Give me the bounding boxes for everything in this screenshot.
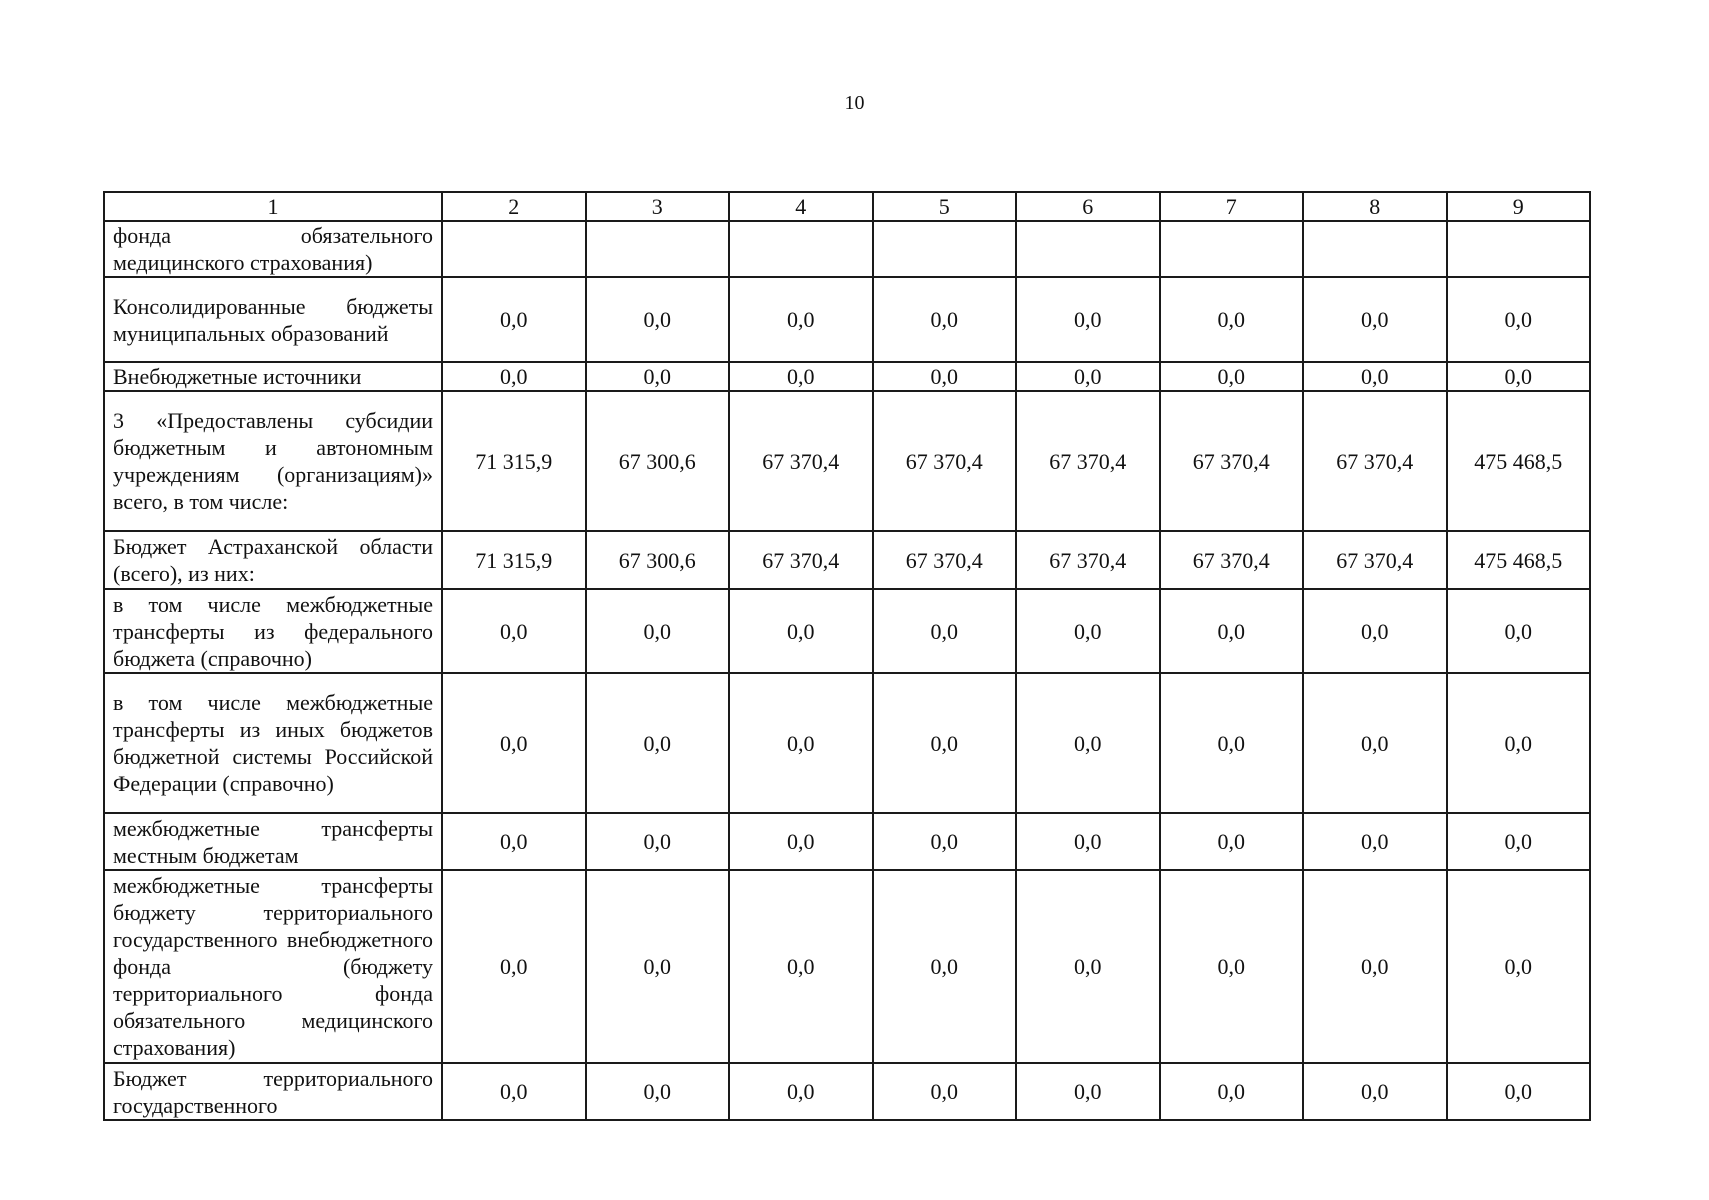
row-label: межбюджетные трансферты бюджету территориального государственного внебюджетного фонда (бюджету территориального фонда обязательного медицинского страхования) — [104, 870, 442, 1063]
value-cell: 0,0 — [873, 1063, 1017, 1120]
table-row — [104, 277, 1590, 362]
value-cell: 0,0 — [586, 1063, 730, 1120]
table-row — [104, 589, 1590, 673]
value-cell: 67 370,4 — [729, 531, 873, 589]
row-label: Бюджет Астраханской области (всего), из них: — [104, 531, 442, 589]
table-row — [104, 870, 1590, 1063]
value-cell: 0,0 — [1160, 813, 1304, 870]
value-cell: 0,0 — [1303, 673, 1447, 813]
value-cell: 0,0 — [873, 813, 1017, 870]
header-cell: 6 — [1016, 192, 1160, 221]
value-cell: 0,0 — [1447, 1063, 1591, 1120]
table-row — [104, 391, 1590, 531]
value-cell: 0,0 — [729, 362, 873, 391]
value-cell — [1160, 221, 1304, 277]
value-cell: 0,0 — [1303, 362, 1447, 391]
value-cell: 0,0 — [586, 870, 730, 1063]
value-cell: 0,0 — [1303, 589, 1447, 673]
value-cell: 67 300,6 — [586, 531, 730, 589]
value-cell: 0,0 — [586, 673, 730, 813]
value-cell: 0,0 — [1160, 589, 1304, 673]
value-cell: 67 370,4 — [1303, 391, 1447, 531]
value-cell — [1016, 221, 1160, 277]
value-cell: 67 370,4 — [729, 391, 873, 531]
value-cell: 0,0 — [1016, 813, 1160, 870]
value-cell: 0,0 — [873, 673, 1017, 813]
row-label: фонда обязательного медицинского страхования) — [104, 221, 442, 277]
value-cell: 0,0 — [729, 1063, 873, 1120]
value-cell: 0,0 — [1303, 813, 1447, 870]
row-label: 3 «Предоставлены субсидии бюджетным и автономным учреждениям (организациям)» всего, в том числе: — [104, 391, 442, 531]
row-label: в том числе межбюджетные трансферты из федерального бюджета (справочно) — [104, 589, 442, 673]
value-cell — [1447, 221, 1591, 277]
value-cell: 0,0 — [873, 277, 1017, 362]
value-cell: 0,0 — [1303, 870, 1447, 1063]
header-cell: 1 — [104, 192, 442, 221]
value-cell: 0,0 — [442, 870, 586, 1063]
value-cell — [873, 221, 1017, 277]
value-cell: 0,0 — [442, 589, 586, 673]
row-label: в том числе межбюджетные трансферты из иных бюджетов бюджетной системы Российской Федерации (справочно) — [104, 673, 442, 813]
table-row — [104, 1063, 1590, 1120]
value-cell: 0,0 — [1447, 870, 1591, 1063]
header-cell: 3 — [586, 192, 730, 221]
value-cell — [442, 221, 586, 277]
value-cell: 475 468,5 — [1447, 391, 1591, 531]
value-cell: 0,0 — [1016, 870, 1160, 1063]
value-cell: 0,0 — [1016, 277, 1160, 362]
value-cell: 0,0 — [1160, 673, 1304, 813]
value-cell: 0,0 — [586, 589, 730, 673]
value-cell: 67 370,4 — [1016, 531, 1160, 589]
value-cell: 0,0 — [586, 813, 730, 870]
table-row — [104, 362, 1590, 391]
value-cell: 0,0 — [442, 277, 586, 362]
value-cell: 0,0 — [1160, 277, 1304, 362]
value-cell — [1303, 221, 1447, 277]
value-cell: 0,0 — [729, 870, 873, 1063]
header-row — [104, 192, 1590, 221]
value-cell: 0,0 — [729, 277, 873, 362]
header-cell: 9 — [1447, 192, 1591, 221]
value-cell: 0,0 — [586, 362, 730, 391]
value-cell: 0,0 — [1160, 870, 1304, 1063]
table-row — [104, 221, 1590, 277]
header-cell: 8 — [1303, 192, 1447, 221]
value-cell: 67 370,4 — [1303, 531, 1447, 589]
value-cell: 0,0 — [729, 813, 873, 870]
value-cell — [729, 221, 873, 277]
value-cell: 0,0 — [1447, 362, 1591, 391]
table-row — [104, 813, 1590, 870]
value-cell: 0,0 — [1447, 277, 1591, 362]
value-cell: 0,0 — [729, 673, 873, 813]
value-cell: 0,0 — [1016, 362, 1160, 391]
value-cell: 0,0 — [729, 589, 873, 673]
value-cell: 67 300,6 — [586, 391, 730, 531]
value-cell: 0,0 — [1016, 673, 1160, 813]
value-cell: 0,0 — [1160, 1063, 1304, 1120]
value-cell: 0,0 — [1016, 1063, 1160, 1120]
header-cell: 4 — [729, 192, 873, 221]
value-cell: 0,0 — [586, 277, 730, 362]
table-row — [104, 531, 1590, 589]
value-cell: 71 315,9 — [442, 531, 586, 589]
value-cell: 0,0 — [873, 870, 1017, 1063]
value-cell: 67 370,4 — [1016, 391, 1160, 531]
value-cell: 67 370,4 — [873, 391, 1017, 531]
value-cell: 0,0 — [442, 673, 586, 813]
budget-table — [103, 191, 1591, 1121]
value-cell: 67 370,4 — [1160, 531, 1304, 589]
value-cell: 0,0 — [1016, 589, 1160, 673]
row-label: Бюджет территориального государственного — [104, 1063, 442, 1120]
page-number: 10 — [844, 92, 865, 114]
row-label: Внебюджетные источники — [104, 362, 442, 391]
value-cell: 475 468,5 — [1447, 531, 1591, 589]
value-cell: 0,0 — [442, 813, 586, 870]
value-cell: 0,0 — [442, 362, 586, 391]
value-cell: 67 370,4 — [1160, 391, 1304, 531]
header-cell: 5 — [873, 192, 1017, 221]
value-cell: 0,0 — [1447, 589, 1591, 673]
row-label: Консолидированные бюджеты муниципальных образований — [104, 277, 442, 362]
value-cell: 0,0 — [1447, 813, 1591, 870]
value-cell: 71 315,9 — [442, 391, 586, 531]
value-cell: 67 370,4 — [873, 531, 1017, 589]
value-cell — [586, 221, 730, 277]
row-label: межбюджетные трансферты местным бюджетам — [104, 813, 442, 870]
value-cell: 0,0 — [873, 589, 1017, 673]
value-cell: 0,0 — [1447, 673, 1591, 813]
header-cell: 7 — [1160, 192, 1304, 221]
value-cell: 0,0 — [1160, 362, 1304, 391]
value-cell: 0,0 — [873, 362, 1017, 391]
table-row — [104, 673, 1590, 813]
header-cell: 2 — [442, 192, 586, 221]
value-cell: 0,0 — [442, 1063, 586, 1120]
value-cell: 0,0 — [1303, 277, 1447, 362]
value-cell: 0,0 — [1303, 1063, 1447, 1120]
